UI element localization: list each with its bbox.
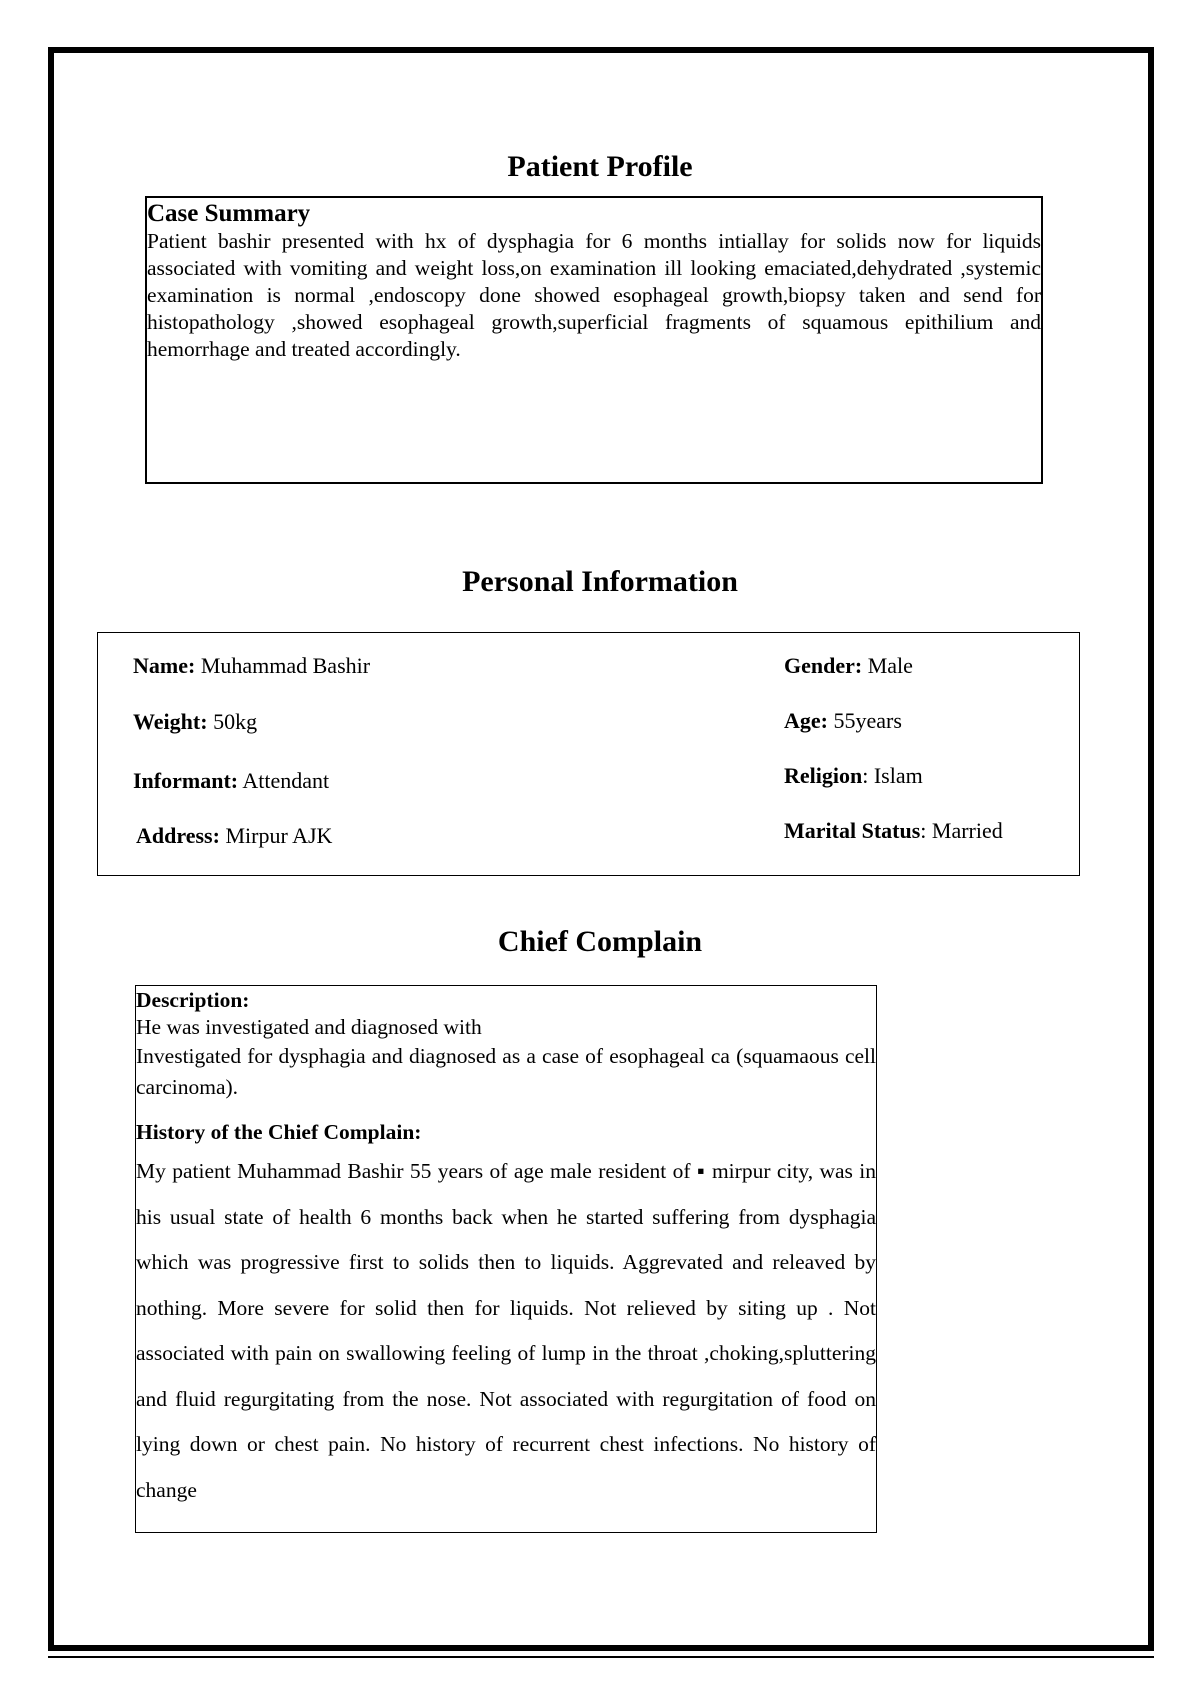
weight-label: Weight: — [133, 709, 208, 734]
case-summary-title: Case Summary — [147, 200, 311, 227]
religion-field — [784, 763, 923, 789]
gender-label: Gender: — [784, 653, 863, 678]
personal-information-box — [97, 632, 1080, 876]
personal-information-heading: Personal Information — [462, 565, 738, 598]
page-border-bottom-line — [48, 1656, 1154, 1658]
age-value: 55years — [827, 708, 902, 733]
name-value: Muhammad Bashir — [195, 653, 371, 678]
age-label: Age: — [784, 708, 828, 733]
address-field — [136, 823, 332, 849]
informant-value: Attendant — [238, 768, 330, 793]
marital-status-label: Marital Status — [784, 818, 921, 843]
address-label: Address: — [136, 823, 220, 848]
gender-value: Male — [862, 653, 913, 678]
address-value: Mirpur AJK — [219, 823, 333, 848]
weight-value: 50kg — [207, 709, 258, 734]
history-label: History of the Chief Complain: — [136, 1120, 422, 1144]
description-label: Description: — [136, 988, 250, 1012]
weight-field — [133, 709, 257, 735]
name-label: Name: — [133, 653, 196, 678]
informant-field — [133, 768, 329, 794]
religion-value: : Islam — [862, 763, 923, 788]
marital-status-value: : Married — [920, 818, 1003, 843]
case-summary-box — [145, 196, 1043, 484]
age-field — [784, 708, 902, 734]
case-summary-text: Patient bashir presented with hx of dysphagia for 6 months intiallay for solids now for liquids associated with vomiting and weight loss,on examination ill looking emaciated,dehydrated ,systemic examination is normal ,endoscopy done showed esophageal growth,biopsy taken and send for histopathology ,showed esophageal growth,superficial fragments of squamous epithilium and hemorrhage and treated accordingly. — [147, 229, 1041, 361]
chief-complain-box — [135, 985, 877, 1533]
marital-status-field — [784, 818, 1003, 844]
patient-profile-heading: Patient Profile — [507, 150, 693, 183]
gender-field — [784, 653, 913, 679]
religion-label: Religion — [784, 763, 863, 788]
history-text: My patient Muhammad Bashir 55 years of age male resident of ▪ mirpur city, was in his usual state of health 6 months back when he started suffering from dysphagia which was progressive first to solids then to liquids. Aggrevated and releaved by nothing. More severe for solid then for liquids. Not relieved by siting up . Not associated with pain on swallowing feeling of lump in the throat ,choking,spluttering and fluid regurgitating from the nose. Not associated with regurgitation of food on lying down or chest pain. No history of recurrent chest infections. No history of change — [136, 1159, 876, 1502]
name-field — [133, 653, 370, 679]
description-line-1: He was investigated and diagnosed with — [136, 1015, 482, 1039]
informant-label: Informant: — [133, 768, 239, 793]
chief-complain-heading: Chief Complain — [497, 925, 703, 958]
description-line-2: Investigated for dysphagia and diagnosed as a case of esophageal ca (squamaous cell carcinoma). — [136, 1044, 876, 1099]
